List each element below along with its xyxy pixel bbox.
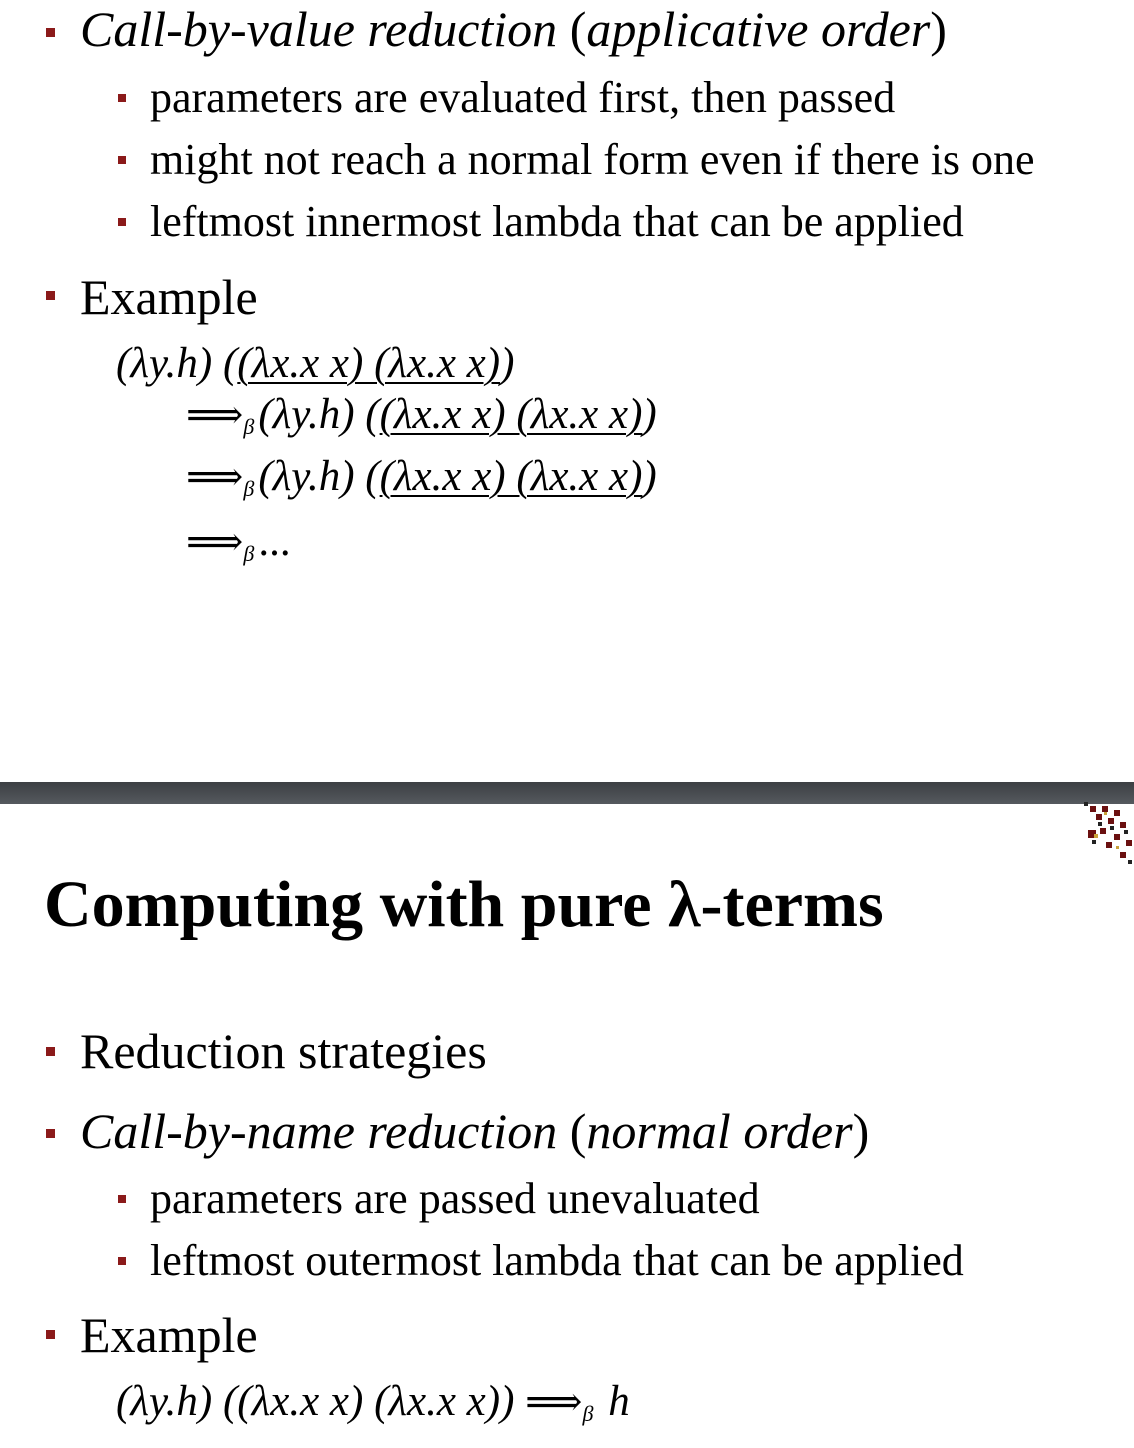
example-label: Example: [80, 1307, 258, 1363]
bullet-call-by-name: Call-by-name reduction (normal order): [80, 1103, 870, 1159]
example-expression: (λy.h) ((λx.x x) (λx.x x)) ⟹β h: [116, 1378, 630, 1426]
sub-bullet: leftmost outermost lambda that can be applied: [150, 1236, 964, 1285]
bullet-marker: [46, 1330, 55, 1339]
bullet-reduction-strategies: Reduction strategies: [80, 1023, 487, 1079]
sub-bullet: might not reach a normal form even if there is one: [150, 135, 1035, 184]
slide-divider: [0, 782, 1134, 804]
ornament-icon: [1040, 800, 1134, 910]
sub-bullet-marker: [118, 218, 126, 226]
bullet-marker: [46, 1047, 55, 1056]
sub-bullet-marker: [118, 156, 126, 164]
example-line-4: ⟹β...: [186, 518, 291, 566]
sub-bullet-marker: [118, 1195, 126, 1203]
sub-bullet: leftmost innermost lambda that can be applied: [150, 197, 964, 246]
bullet-marker: [46, 28, 55, 37]
sub-bullet: parameters are passed unevaluated: [150, 1174, 760, 1223]
sub-bullet-marker: [118, 1257, 126, 1265]
example-line-3: ⟹β(λy.h) ((λx.x x) (λx.x x)): [186, 453, 657, 501]
bullet-call-by-value: Call-by-value reduction (applicative order): [80, 1, 947, 57]
example-line-2: ⟹β(λy.h) ((λx.x x) (λx.x x)): [186, 391, 657, 439]
bullet-marker: [46, 291, 55, 300]
example-label: Example: [80, 269, 258, 325]
bullet-marker: [46, 1129, 55, 1138]
slide-title: Computing with pure λ-terms: [44, 868, 884, 941]
example-line-1: (λy.h) ((λx.x x) (λx.x x)): [116, 340, 515, 387]
sub-bullet-marker: [118, 94, 126, 102]
sub-bullet: parameters are evaluated first, then passed: [150, 73, 896, 122]
